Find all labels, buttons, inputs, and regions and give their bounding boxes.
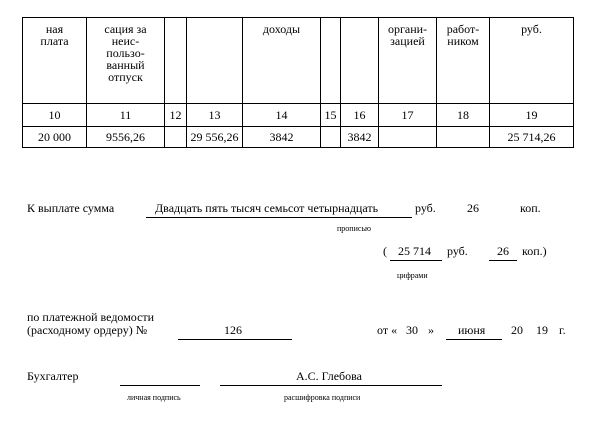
value-cell [437, 127, 490, 148]
payout-label: К выплате сумма [27, 201, 115, 215]
header-cell: доходы [243, 18, 321, 104]
value-cell [321, 127, 341, 148]
column-number: 12 [165, 104, 187, 127]
value-cell: 9556,26 [87, 127, 165, 148]
paren-open: ( [383, 244, 387, 258]
payroll-table [22, 17, 574, 148]
amount-words-line [146, 217, 412, 218]
from-label: от « [377, 323, 398, 337]
statement-number-line [178, 339, 292, 340]
column-number: 10 [23, 104, 87, 127]
column-number: 19 [490, 104, 574, 127]
header-row [23, 18, 574, 104]
rub-label: руб. [415, 201, 436, 215]
header-cell: работ- ником [437, 18, 490, 104]
kopecks-value: 26 [467, 201, 479, 215]
column-number: 17 [379, 104, 437, 127]
kop-label-digits: коп.) [522, 244, 547, 258]
kopecks-digits: 26 [497, 244, 509, 258]
header-cell: руб. [490, 18, 574, 104]
accountant-label: Бухгалтер [27, 369, 79, 383]
amount-digits-line [390, 260, 442, 261]
amount-digits: 25 714 [398, 244, 431, 258]
digits-caption: цифрами [397, 271, 428, 280]
column-number: 16 [341, 104, 379, 127]
signature-line [120, 385, 200, 386]
value-cell: 3842 [341, 127, 379, 148]
value-cell [165, 127, 187, 148]
column-number: 14 [243, 104, 321, 127]
year-label: г. [559, 323, 566, 337]
value-cell [379, 127, 437, 148]
header-cell [341, 18, 379, 104]
statement-line1: по платежной ведомости [27, 310, 155, 324]
header-cell [165, 18, 187, 104]
value-row [23, 127, 574, 148]
header-cell: сация за неис- пользо- ванный отпуск [87, 18, 165, 104]
month-line [446, 339, 502, 340]
year-prefix: 20 [511, 323, 523, 337]
signature-caption: личная подпись [127, 393, 181, 402]
words-caption: прописью [337, 224, 372, 233]
column-number: 15 [321, 104, 341, 127]
value-cell: 3842 [243, 127, 321, 148]
statement-number: 126 [224, 323, 242, 337]
decode-caption: расшифровка подписи [284, 393, 361, 402]
statement-month: июня [458, 323, 486, 337]
value-cell: 25 714,26 [490, 127, 574, 148]
statement-day: 30 [406, 323, 418, 337]
column-number: 18 [437, 104, 490, 127]
header-cell: органи- зацией [379, 18, 437, 104]
header-cell [321, 18, 341, 104]
rub-label-digits: руб. [447, 244, 468, 258]
column-number: 11 [87, 104, 165, 127]
payout-amount-words: Двадцать пять тысяч семьсот четырнадцать [155, 201, 379, 215]
kopecks-digits-line [489, 260, 517, 261]
header-cell [187, 18, 243, 104]
statement-line2: (расходному ордеру) № [27, 323, 148, 337]
column-number-row [23, 104, 574, 127]
accountant-name: А.С. Глебова [296, 369, 362, 383]
column-number: 13 [187, 104, 243, 127]
close-quote: » [428, 323, 434, 337]
kop-label: коп. [520, 201, 541, 215]
name-line [220, 385, 442, 386]
header-cell: ная плата [23, 18, 87, 104]
value-cell: 29 556,26 [187, 127, 243, 148]
value-cell: 20 000 [23, 127, 87, 148]
year-suffix: 19 [536, 323, 548, 337]
